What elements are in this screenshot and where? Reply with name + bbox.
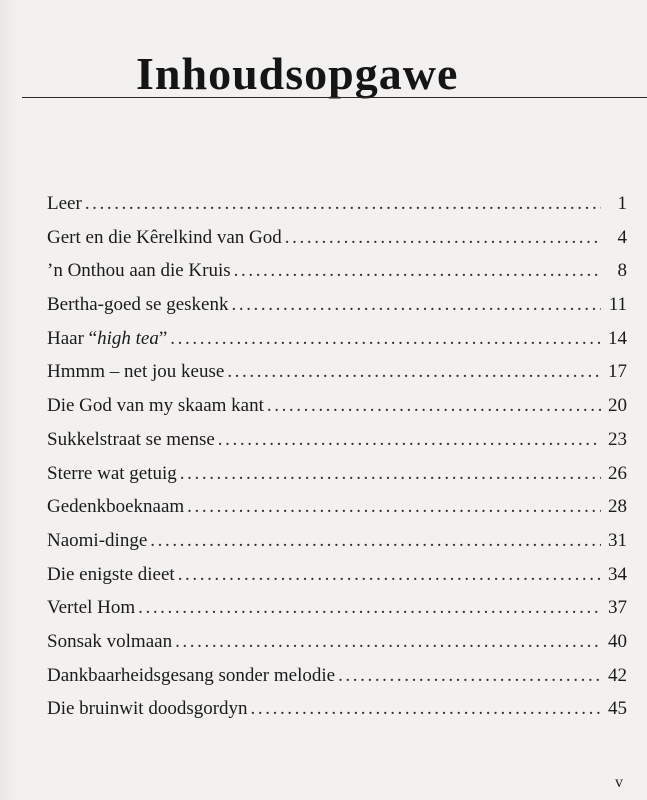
toc-dot-leader	[187, 496, 601, 518]
toc-entry-title-suffix: ”	[158, 327, 168, 349]
toc-dot-leader	[85, 193, 601, 215]
toc-entry-title-italic: high tea	[97, 327, 159, 349]
toc-page-number: 28	[608, 496, 627, 518]
toc-page-number: 23	[608, 428, 627, 450]
toc-dot-leader	[175, 631, 601, 653]
toc-page-number: 4	[617, 226, 627, 248]
table-of-contents	[47, 193, 627, 732]
toc-entry[interactable]	[47, 193, 627, 227]
toc-dot-leader	[150, 530, 601, 552]
toc-entry-title: Sukkelstraat se mense	[47, 428, 215, 450]
toc-dot-leader	[170, 328, 601, 350]
toc-dot-leader	[178, 564, 601, 586]
toc-entry-title: ’n Onthou aan die Kruis	[47, 260, 231, 282]
toc-page-number: 34	[608, 563, 627, 585]
toc-page-number: 40	[608, 630, 627, 652]
toc-dot-leader	[180, 463, 601, 485]
toc-entry[interactable]	[47, 227, 627, 261]
toc-page-number: 8	[617, 260, 627, 282]
toc-page-number: 37	[608, 597, 627, 619]
toc-entry[interactable]	[47, 496, 627, 530]
toc-entry[interactable]	[47, 597, 627, 631]
toc-entry-title: Sterre wat getuig	[47, 462, 177, 484]
toc-dot-leader	[138, 597, 601, 619]
toc-dot-leader	[338, 665, 601, 687]
toc-page-number: 31	[608, 529, 627, 551]
toc-entry[interactable]	[47, 395, 627, 429]
toc-entry[interactable]	[47, 564, 627, 598]
toc-entry[interactable]	[47, 698, 627, 732]
toc-entry-title: Vertel Hom	[47, 597, 136, 619]
title-divider	[22, 97, 647, 98]
toc-page-number: 1	[617, 193, 627, 214]
toc-entry-title: Sonsak volmaan	[47, 630, 173, 652]
page-title: Inhoudsopgawe	[136, 48, 459, 99]
toc-page-number: 45	[608, 698, 627, 720]
toc-entry[interactable]	[47, 294, 627, 328]
toc-entry-title: Bertha-goed se geskenk	[47, 294, 229, 316]
toc-dot-leader	[218, 429, 601, 451]
toc-dot-leader	[232, 294, 602, 316]
toc-entry-title: Die enigste dieet	[47, 563, 175, 585]
toc-entry[interactable]	[47, 260, 627, 294]
toc-entry-title: Leer	[47, 193, 82, 214]
toc-entry-title	[47, 328, 167, 350]
toc-entry[interactable]	[47, 429, 627, 463]
toc-entry[interactable]	[47, 530, 627, 564]
toc-page-number: 20	[608, 395, 627, 417]
toc-entry-title: Die God van my skaam kant	[47, 395, 264, 417]
toc-dot-leader	[234, 260, 601, 282]
toc-dot-leader	[251, 698, 601, 720]
toc-page-number: 26	[608, 462, 627, 484]
toc-dot-leader	[227, 361, 601, 383]
toc-dot-leader	[285, 227, 601, 249]
toc-page-number: 17	[608, 361, 627, 383]
toc-page-number: 42	[608, 664, 627, 686]
page-folio: v	[615, 774, 623, 791]
toc-entry-title: Gedenkboeknaam	[47, 496, 185, 518]
toc-page-number: 11	[608, 294, 627, 316]
toc-page-number: 14	[608, 327, 627, 349]
toc-entry-title: Hmmm – net jou keuse	[47, 361, 225, 383]
toc-entry-title-prefix: Haar “	[47, 327, 98, 349]
toc-entry[interactable]	[47, 665, 627, 699]
toc-entry[interactable]	[47, 463, 627, 497]
toc-entry-title: Dankbaarheidsgesang sonder melodie	[47, 664, 336, 686]
toc-entry-title: Naomi-dinge	[47, 529, 148, 551]
toc-entry[interactable]	[47, 328, 627, 362]
toc-entry[interactable]	[47, 361, 627, 395]
toc-dot-leader	[267, 395, 601, 417]
toc-entry[interactable]	[47, 631, 627, 665]
toc-entry-title: Die bruinwit doodsgordyn	[47, 698, 248, 720]
toc-entry-title: Gert en die Kêrelkind van God	[47, 226, 282, 248]
